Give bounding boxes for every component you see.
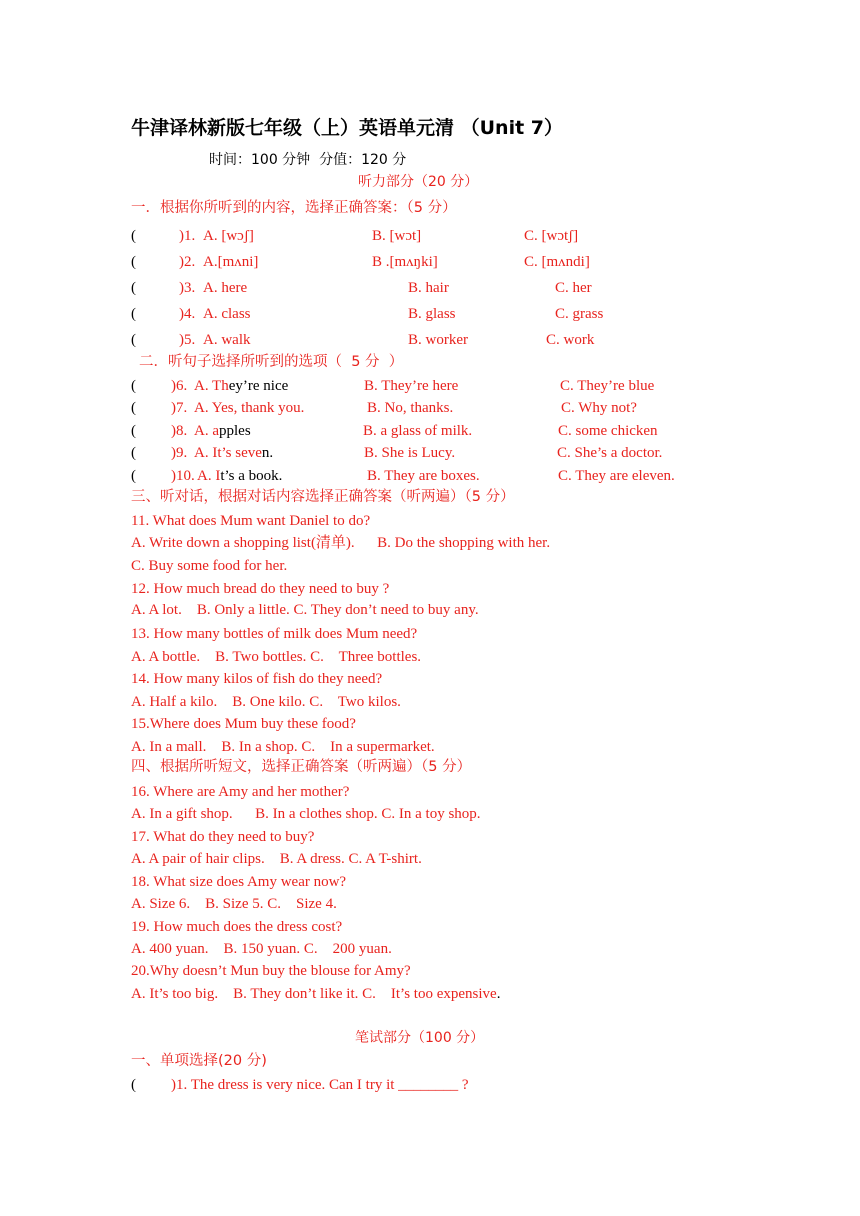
section1-heading: 一．根据你所听到的内容，选择正确答案：（5 分）: [131, 200, 457, 216]
option-a: [194, 399, 304, 417]
answer-paren: (: [131, 445, 136, 461]
option-c: C. They are eleven.: [558, 468, 675, 484]
answer-paren: (: [131, 228, 136, 244]
answer-paren: (: [131, 1077, 136, 1093]
question-options: A. A bottle. B. Two bottles. C. Three bottles.: [131, 649, 422, 665]
question-options-part: .: [496, 986, 501, 1002]
written-heading: 笔试部分（100 分）: [355, 1030, 485, 1046]
option-a: A. walk: [203, 332, 251, 348]
option-a-part: pples: [219, 423, 251, 439]
option-c: C. [mʌndi]: [524, 254, 590, 270]
question-text: 19. How much does the dress cost?: [131, 919, 343, 935]
option-a-part: A. I: [197, 468, 221, 484]
question-options: A. In a mall. B. In a shop. C. In a supermarket.: [131, 739, 435, 755]
question-text: 15.Where does Mum buy these food?: [131, 716, 356, 732]
written-section1-heading: 一、单项选择(20 分): [131, 1053, 267, 1069]
option-b: B. glass: [408, 306, 456, 322]
question-number: )5.: [179, 332, 196, 348]
question-options: A. 400 yuan. B. 150 yuan. C. 200 yuan.: [131, 941, 392, 957]
question-options-part: A. It’s too big. B. They don’t like it. C. It’s too expensive: [131, 986, 497, 1002]
option-a: A. here: [203, 280, 248, 296]
question-number: )1.: [179, 228, 196, 244]
question-options: A. A pair of hair clips. B. A dress. C. A T-shirt.: [131, 851, 422, 867]
option-c: C. [wɔtʃ]: [524, 228, 579, 244]
question-options: A. Half a kilo. B. One kilo. C. Two kilos.: [131, 694, 401, 710]
question-options: C. Buy some food for her.: [131, 558, 288, 574]
option-b: B. a glass of milk.: [363, 423, 473, 439]
option-b: B. They are boxes.: [367, 468, 480, 484]
answer-paren: (: [131, 254, 136, 270]
answer-paren: (: [131, 400, 136, 416]
question-text: 20.Why doesn’t Mun buy the blouse for Amy?: [131, 963, 411, 979]
question-text: 18. What size does Amy wear now?: [131, 874, 347, 890]
question-number: )10.: [171, 468, 195, 484]
question-text: 14. How many kilos of fish do they need?: [131, 671, 383, 687]
option-a: A. [wɔʃ]: [203, 228, 254, 244]
answer-paren: (: [131, 423, 136, 439]
option-c: C. They’re blue: [560, 378, 655, 394]
option-c: C. her: [555, 280, 592, 296]
question-number: )2.: [179, 254, 196, 270]
question-options: A. Size 6. B. Size 5. C. Size 4.: [131, 896, 337, 912]
question-text: 12. How much bread do they need to buy ?: [131, 581, 390, 597]
time-score-line: 时间：100 分钟 分值：120 分: [209, 152, 407, 168]
option-c: C. She’s a doctor.: [557, 445, 663, 461]
option-a-part: ey’re nice: [228, 378, 289, 394]
option-a: [197, 467, 282, 485]
option-b: B. She is Lucy.: [364, 445, 456, 461]
option-c: C. work: [546, 332, 595, 348]
question-text: )1. The dress is very nice. Can I try it ________ ?: [171, 1077, 469, 1093]
option-a: [194, 422, 251, 440]
question-options: A. In a gift shop. B. In a clothes shop. C. In a toy shop.: [131, 806, 481, 822]
option-a: [194, 444, 273, 462]
option-b: B .[mʌŋki]: [372, 254, 438, 270]
question-options: A. Write down a shopping list(清单). B. Do the shopping with her.: [131, 535, 551, 551]
answer-paren: (: [131, 378, 136, 394]
option-b: B. They’re here: [364, 378, 459, 394]
question-text: 13. How many bottles of milk does Mum need?: [131, 626, 418, 642]
question-number: )7.: [171, 400, 188, 416]
option-a-part: A. Th: [194, 378, 229, 394]
option-a: A. class: [203, 306, 251, 322]
option-c: C. grass: [555, 306, 604, 322]
option-c: C. Why not?: [561, 400, 637, 416]
answer-paren: (: [131, 280, 136, 296]
question-number: )9.: [171, 445, 188, 461]
listening-heading: 听力部分（20 分）: [358, 174, 479, 190]
question-options: [131, 985, 500, 1003]
option-c: C. some chicken: [558, 423, 658, 439]
question-text: 17. What do they need to buy?: [131, 829, 315, 845]
question-number: )3.: [179, 280, 196, 296]
option-a: [194, 377, 288, 395]
option-b: B. hair: [408, 280, 449, 296]
question-number: )6.: [171, 378, 188, 394]
section2-heading: 二．听句子选择所听到的选项（ 5 分 ）: [139, 354, 404, 370]
question-text: 16. Where are Amy and her mother?: [131, 784, 350, 800]
option-b: B. [wɔt]: [372, 228, 422, 244]
question-options: A. A lot. B. Only a little. C. They don’t need to buy any.: [131, 602, 479, 618]
section3-heading: 三、听对话，根据对话内容选择正确答案（听两遍）（5 分）: [131, 489, 515, 505]
option-b: B. worker: [408, 332, 468, 348]
question-number: )4.: [179, 306, 196, 322]
option-a-part: t’s a book.: [220, 468, 283, 484]
answer-paren: (: [131, 332, 136, 348]
option-a-part: A. It’s seve: [194, 445, 262, 461]
option-b: B. No, thanks.: [367, 400, 454, 416]
question-text: 11. What does Mum want Daniel to do?: [131, 513, 371, 529]
answer-paren: (: [131, 468, 136, 484]
section4-heading: 四、根据所听短文，选择正确答案（听两遍）（5 分）: [131, 759, 472, 775]
page-title: 牛津译林新版七年级（上）英语单元清 （Unit 7）: [131, 117, 564, 139]
option-a-part: A. a: [194, 423, 219, 439]
question-number: )8.: [171, 423, 188, 439]
option-a: A.[mʌni]: [203, 254, 259, 270]
option-a-part: A. Yes, thank you.: [194, 400, 305, 416]
option-a-part: n.: [261, 445, 274, 461]
answer-paren: (: [131, 306, 136, 322]
